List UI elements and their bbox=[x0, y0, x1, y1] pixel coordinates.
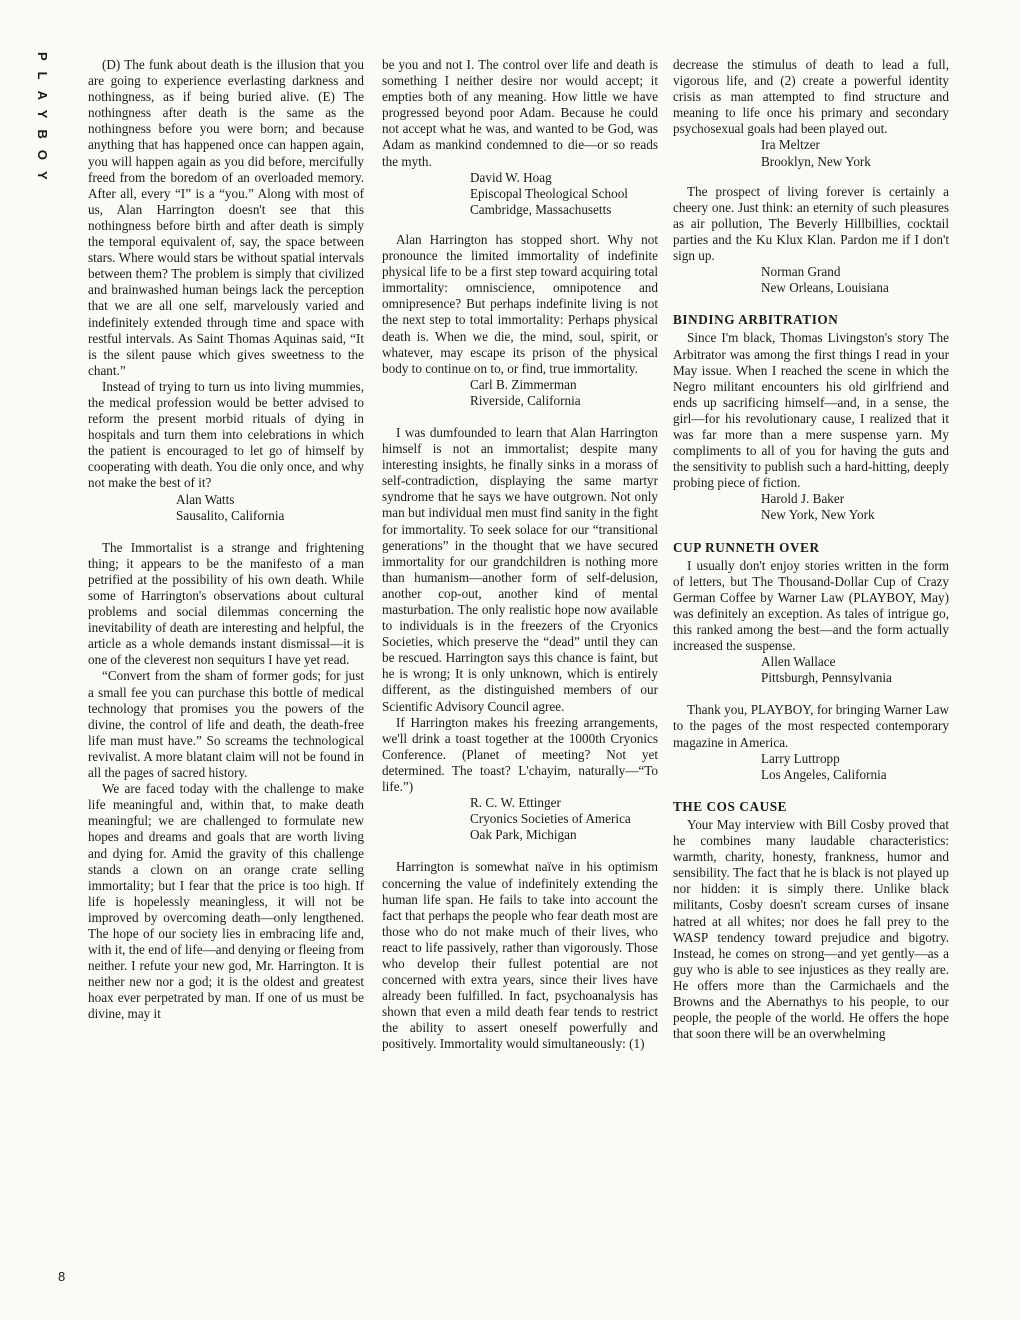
letter-signature-detail: Episcopal Theological School bbox=[470, 185, 628, 201]
letter bbox=[382, 57, 658, 218]
letter-signature-name: Allen Wallace bbox=[761, 654, 836, 670]
letter-signature-detail: Riverside, California bbox=[470, 392, 581, 408]
section-heading: BINDING ARBITRATION bbox=[673, 312, 839, 328]
letters-section bbox=[673, 312, 949, 523]
letter-signature-name: Harold J. Baker bbox=[761, 491, 845, 507]
section-heading: CUP RUNNETH OVER bbox=[673, 539, 820, 555]
letter-paragraph: Your May interview with Bill Cosby proved that he combines many laudable characteristics: warmth, charity, honesty, frankness, humor and sensibility. The fact that he is black is not played up nor hidden: it is simply there. Unlike black militants, Cosby doesn't scream curses of insane hatred at all whites; nor does he fall prey to the WASP tendency toward prejudice and bigotry. Instead, he comes on strong—and yet gently—as a guy who is able to see injustices as they really are. He offers more than the Carmichaels and the Browns and the Abernathys to his people, to our people, the people of the world. He offers the hope that soon there will be an overwhelming bbox=[673, 816, 949, 1042]
letter bbox=[673, 330, 949, 523]
letter-paragraph: Alan Harrington has stopped short. Why not pronounce the limited immortality of indefinite physical life to be a first step toward acquiring total immortality: omniscience, omnipotence and omnipresence? But perhaps indefinite living is not the next step to total immortality: Perhaps physical death is. When we die, the mind, soul, spirit, or whatever, may escape its prison of the physical body to continue on to, or find, true immortality. bbox=[382, 231, 658, 376]
column-2 bbox=[382, 57, 658, 1053]
magazine-logo bbox=[30, 52, 52, 342]
letter bbox=[88, 540, 364, 1023]
letters-section bbox=[673, 540, 949, 783]
magazine-name: PLAYBOY bbox=[35, 52, 50, 191]
letter bbox=[382, 859, 658, 1052]
letter-signature-name: R. C. W. Ettinger bbox=[470, 795, 561, 811]
letter-signature-name: David W. Hoag bbox=[470, 169, 552, 185]
letter-signature-detail: Pittsburgh, Pennsylvania bbox=[761, 670, 892, 686]
letter-paragraph: Since I'm black, Thomas Livingston's story The Arbitrator was among the first things I read in your May issue. When I reached the scene in which the Negro militant encounters his old girlfriend and ends up sacrificing himself—and, in a sense, the girl—for his revolutionary cause, I realized that it was far more than a mere suspense yarn. My compliments to all of you for having the guts and the sensitivity to publish such a hard-hitting, deeply probing piece of fiction. bbox=[673, 330, 949, 491]
letter-signature-name: Norman Grand bbox=[761, 264, 841, 280]
letter bbox=[88, 57, 364, 524]
letter-signature-detail: New Orleans, Louisiana bbox=[761, 280, 889, 296]
letter-paragraph: The prospect of living forever is certainly a cheery one. Just think: an eternity of such pleasures as air pollution, The Beverly Hillbillies, cocktail parties and the Ku Klux Klan. Pardon me if I don't sign up. bbox=[673, 183, 949, 264]
letter-paragraph: “Convert from the sham of former gods; for just a small fee you can purchase this bottle of medical technology that promises you the powers of the divine, the control of life and death, the death-free life man must have.” So screams the technological revivalist. A more blatant claim will not be found in all the pages of sacred history. bbox=[88, 668, 364, 781]
letter-signature-detail: New York, New York bbox=[761, 507, 875, 523]
letter bbox=[673, 558, 949, 687]
letter-paragraph: The Immortalist is a strange and frightening thing; it appears to be the manifesto of a man petrified at the possibility of his own death. While some of Harrington's observations about cultural problems and social dilemmas concerning the inevitability of death are interesting and helpful, the article as a whole demands instant dismissal—it is one of the cleverest non sequiturs I have yet read. bbox=[88, 539, 364, 668]
letter-signature-name: Carl B. Zimmerman bbox=[470, 376, 577, 392]
column-1 bbox=[88, 57, 364, 1023]
letter-signature-name: Larry Luttropp bbox=[761, 750, 840, 766]
letter-signature-name: Ira Meltzer bbox=[761, 137, 820, 153]
letter-signature-detail: Oak Park, Michigan bbox=[470, 827, 577, 843]
letter-paragraph: be you and not I. The control over life and death is something I neither desire nor would accept; it empties both of any meaning. How little we have progressed beyond poor Adam. Because he could not accept what he was, and wanted to be God, was Adam as mankind condemned to die—or so reads the myth. bbox=[382, 57, 658, 169]
column-3 bbox=[673, 57, 949, 1042]
letter-paragraph: decrease the stimulus of death to lead a full, vigorous life, and (2) create a powerful identity crisis as man attempted to find structure and meaning to life once his primary and secondary psychosexual goals had been played out. bbox=[673, 57, 949, 137]
letter-paragraph: Instead of trying to turn us into living mummies, the medical profession would be better advised to reform the present morbid rituals of dying in hospitals and turn them into celebrations in which the patient is encouraged to let go of himself by cooperating with death. You die only once, and why not make the best of it? bbox=[88, 378, 364, 491]
letter-paragraph: I usually don't enjoy stories written in the form of letters, but The Thousand-Dollar Cup of Crazy German Coffee by Warner Law (PLAYBOY, May) was definitely an exception. As tales of intrigue go, this ranked among the best—and the form actually increased the suspense. bbox=[673, 557, 949, 654]
letter-signature-detail: Cambridge, Massachusetts bbox=[470, 201, 612, 217]
letter bbox=[382, 232, 658, 409]
letter bbox=[673, 57, 949, 170]
letter-paragraph: We are faced today with the challenge to make life meaningful and, within that, to make death meaningful; we are challenged to formulate new hopes and dreams and goals that are worth living and dying for. Amid the gravity of this challenge stands a clown on an orange crate selling immortality; but I fear that the price is too high. If life is hopelessly meaningless, it will not be improved by overcoming death—only lengthened. The hope of our society lies in embracing life and, with it, the end of life—and denying or fleeing from neither. I refute your new god, Mr. Harrington. It is neither new nor a god; it is the oldest and greatest hoax ever perpetrated by man. If one of us must be divine, may it bbox=[88, 781, 364, 1022]
letter-signature-detail: Los Angeles, California bbox=[761, 766, 887, 782]
letters-section bbox=[673, 799, 949, 1042]
section-heading: THE COS CAUSE bbox=[673, 798, 788, 814]
letter-paragraph: Harrington is somewhat naïve in his optimism concerning the value of indefinitely extending the human life span. He fails to take into account the fact that perhaps the people who fear death most are those who do not make much of their lives, who react to life passively, rather than vigorously. Those who develop their fullest potential are not concerned with extra years, since their lives have already been fulfilled. In fact, psychoanalysis has shown that even a mild death fear tends to restrict the ability to assert oneself powerfully and positively. Immortality would simultaneously: (1) bbox=[382, 859, 658, 1052]
letter-paragraph: (D) The funk about death is the illusion that you are going to experience everlasting darkness and nothingness, as if being buried alive. (E) The nothingness after death is the same as the nothingness before you were born; and because anything that has happened once can happen again, you will happen again as you did before, mercifully freed from the boredom of an overloaded memory. After all, every “I” is a “you.” Along with most of us, Alan Harrington doesn't see that this nothingness before birth and after death is simply the temporal equivalent of, say, the space between stars. Where would stars be without spatial intervals between them? The problem is simply that civilized and brainwashed human beings lack the perception that we are all one self, marvelously varied and indefinitely extended through time and space with restful intervals. As Saint Thomas Aquinas said, “It is the silent pause which gives sweetness to the chant.” bbox=[88, 57, 364, 378]
letter bbox=[673, 184, 949, 297]
letter-paragraph: Thank you, PLAYBOY, for bringing Warner Law to the pages of the most respected contemporary magazine in America. bbox=[673, 702, 949, 750]
letter-paragraph: I was dumfounded to learn that Alan Harrington himself is not an immortalist; despite many interesting insights, he finally sinks in a morass of self-contradiction, displaying the same martyr syndrome that he says we have outgrown. Not only man but individual men must find sanity in the fight for immortality. To seek solace for our “transitional generations” in the thought that we have secured immortality for our grandchildren is nothing more than humanism—another form of self-delusion, another cop-out, another kind of mental masturbation. The only realistic hope now available to individuals is in the freezers of the Cryonics Societies, which preserve the “dead” until they can be rescued. Harrington says this chance is faint, but he is wrong; It is only unknown, which is entirely different, as the distinguished members of our Scientific Advisory Council agree. bbox=[382, 424, 658, 714]
letter-signature-detail: Cryonics Societies of America bbox=[470, 811, 631, 827]
letter bbox=[673, 702, 949, 782]
letter-paragraph: If Harrington makes his freezing arrangements, we'll drink a toast together at the 1000th Cryonics Conference. (Planet of meeting? Not yet determined. The toast? L'chayim, naturally—“To life.”) bbox=[382, 714, 658, 795]
letter-signature-detail: Brooklyn, New York bbox=[761, 153, 871, 169]
letter-signature-name: Alan Watts bbox=[176, 491, 235, 507]
letter-signature-detail: Sausalito, California bbox=[176, 507, 285, 523]
letter bbox=[673, 817, 949, 1042]
page-number: 8 bbox=[58, 1269, 66, 1284]
letter bbox=[382, 425, 658, 843]
